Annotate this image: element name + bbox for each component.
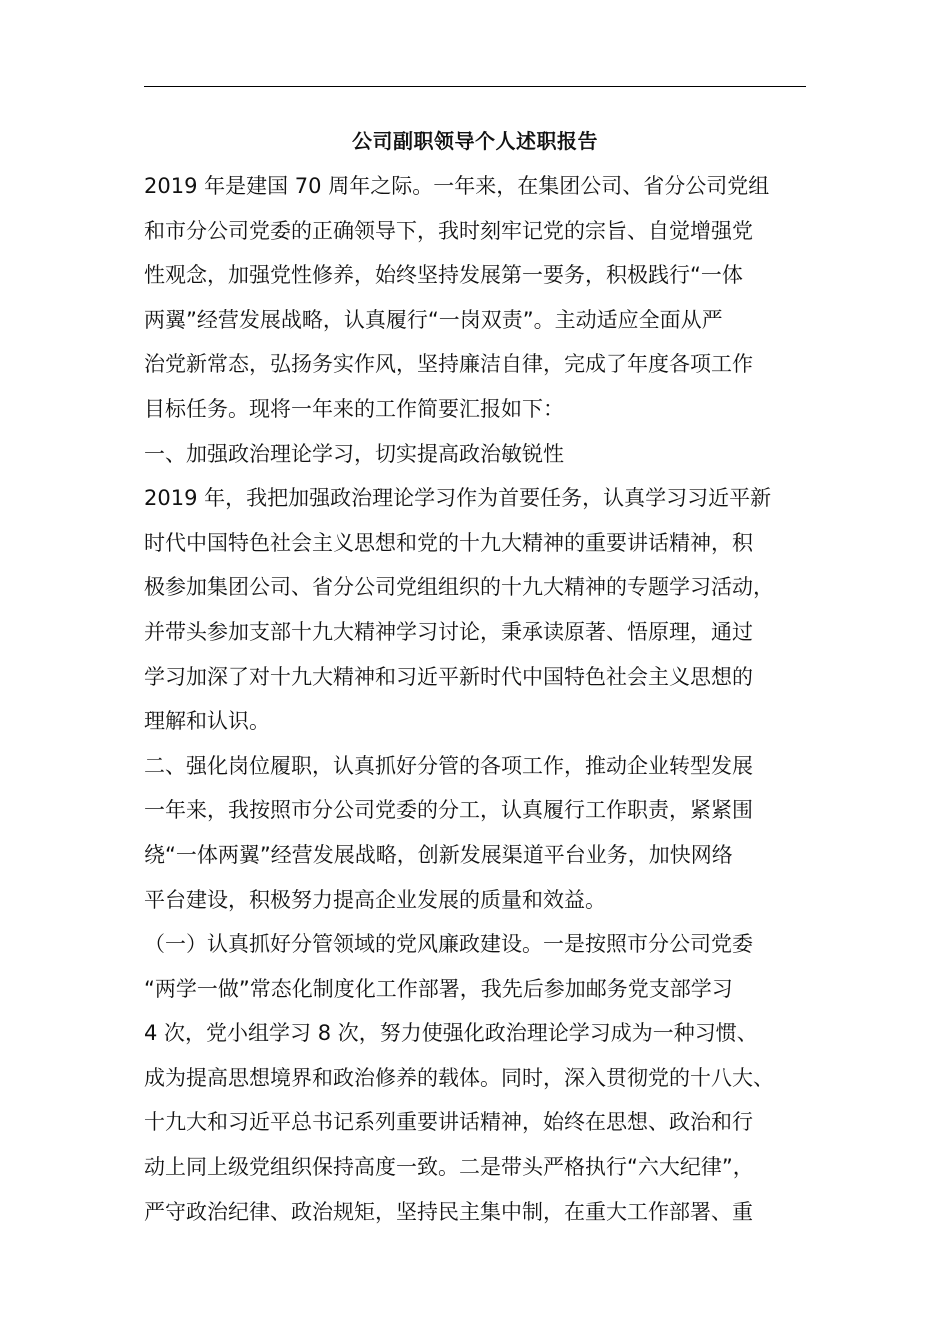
body-text-line: 和市分公司党委的正确领导下，我时刻牢记党的宗旨、自觉增强党 [144, 218, 753, 243]
body-text-line: 二、强化岗位履职，认真抓好分管的各项工作，推动企业转型发展 [144, 753, 753, 778]
body-text-line: 2019 年，我把加强政治理论学习作为首要任务，认真学习习近平新 [144, 486, 772, 511]
body-text-line: （一）认真抓好分管领域的党风廉政建设。一是按照市分公司党委 [144, 932, 753, 957]
header-rule [144, 86, 806, 87]
body-text-line: 4 次，党小组学习 8 次，努力使强化政治理论学习成为一种习惯、 [144, 1021, 758, 1046]
body-text-line: 平台建设，积极努力提高企业发展的质量和效益。 [144, 887, 606, 912]
body-text-line: 时代中国特色社会主义思想和党的十九大精神的重要讲话精神，积 [144, 530, 753, 555]
body-text-line: “两学一做”常态化制度化工作部署，我先后参加邮务党支部学习 [144, 976, 733, 1001]
body-text-line: 十九大和习近平总书记系列重要讲话精神，始终在思想、政治和行 [144, 1110, 753, 1135]
body-text-line: 性观念，加强党性修养，始终坚持发展第一要务，积极践行“一体 [144, 263, 743, 288]
body-text-line: 目标任务。现将一年来的工作简要汇报如下： [144, 396, 564, 421]
body-text-line: 两翼”经营发展战略，认真履行“一岗双责”。主动适应全面从严 [144, 307, 723, 332]
body-text-line: 治党新常态，弘扬务实作风，坚持廉洁自律，完成了年度各项工作 [144, 352, 753, 377]
body-text-line: 严守政治纪律、政治规矩，坚持民主集中制，在重大工作部署、重 [144, 1199, 753, 1224]
body-text-line: 2019 年是建国 70 周年之际。一年来，在集团公司、省分公司党组 [144, 174, 770, 198]
body-text-line: 极参加集团公司、省分公司党组组织的十九大精神的专题学习活动， [144, 575, 774, 600]
body-text-line: 理解和认识。 [144, 709, 270, 734]
document-body [144, 164, 808, 1234]
body-text-line: 学习加深了对十九大精神和习近平新时代中国特色社会主义思想的 [144, 664, 753, 689]
body-text-line: 并带头参加支部十九大精神学习讨论，秉承读原著、悟原理，通过 [144, 619, 753, 644]
body-text-line: 一、加强政治理论学习，切实提高政治敏锐性 [144, 441, 564, 466]
body-text-line: 一年来，我按照市分公司党委的分工，认真履行工作职责，紧紧围 [144, 798, 753, 823]
document-title: 公司副职领导个人述职报告 [352, 129, 598, 153]
body-text-line: 动上同上级党组织保持高度一致。二是带头严格执行“六大纪律”， [144, 1155, 754, 1180]
body-text-line: 绕“一体两翼”经营发展战略，创新发展渠道平台业务，加快网络 [144, 842, 733, 867]
body-text-line: 成为提高思想境界和政治修养的载体。同时，深入贯彻党的十八大、 [144, 1065, 774, 1090]
